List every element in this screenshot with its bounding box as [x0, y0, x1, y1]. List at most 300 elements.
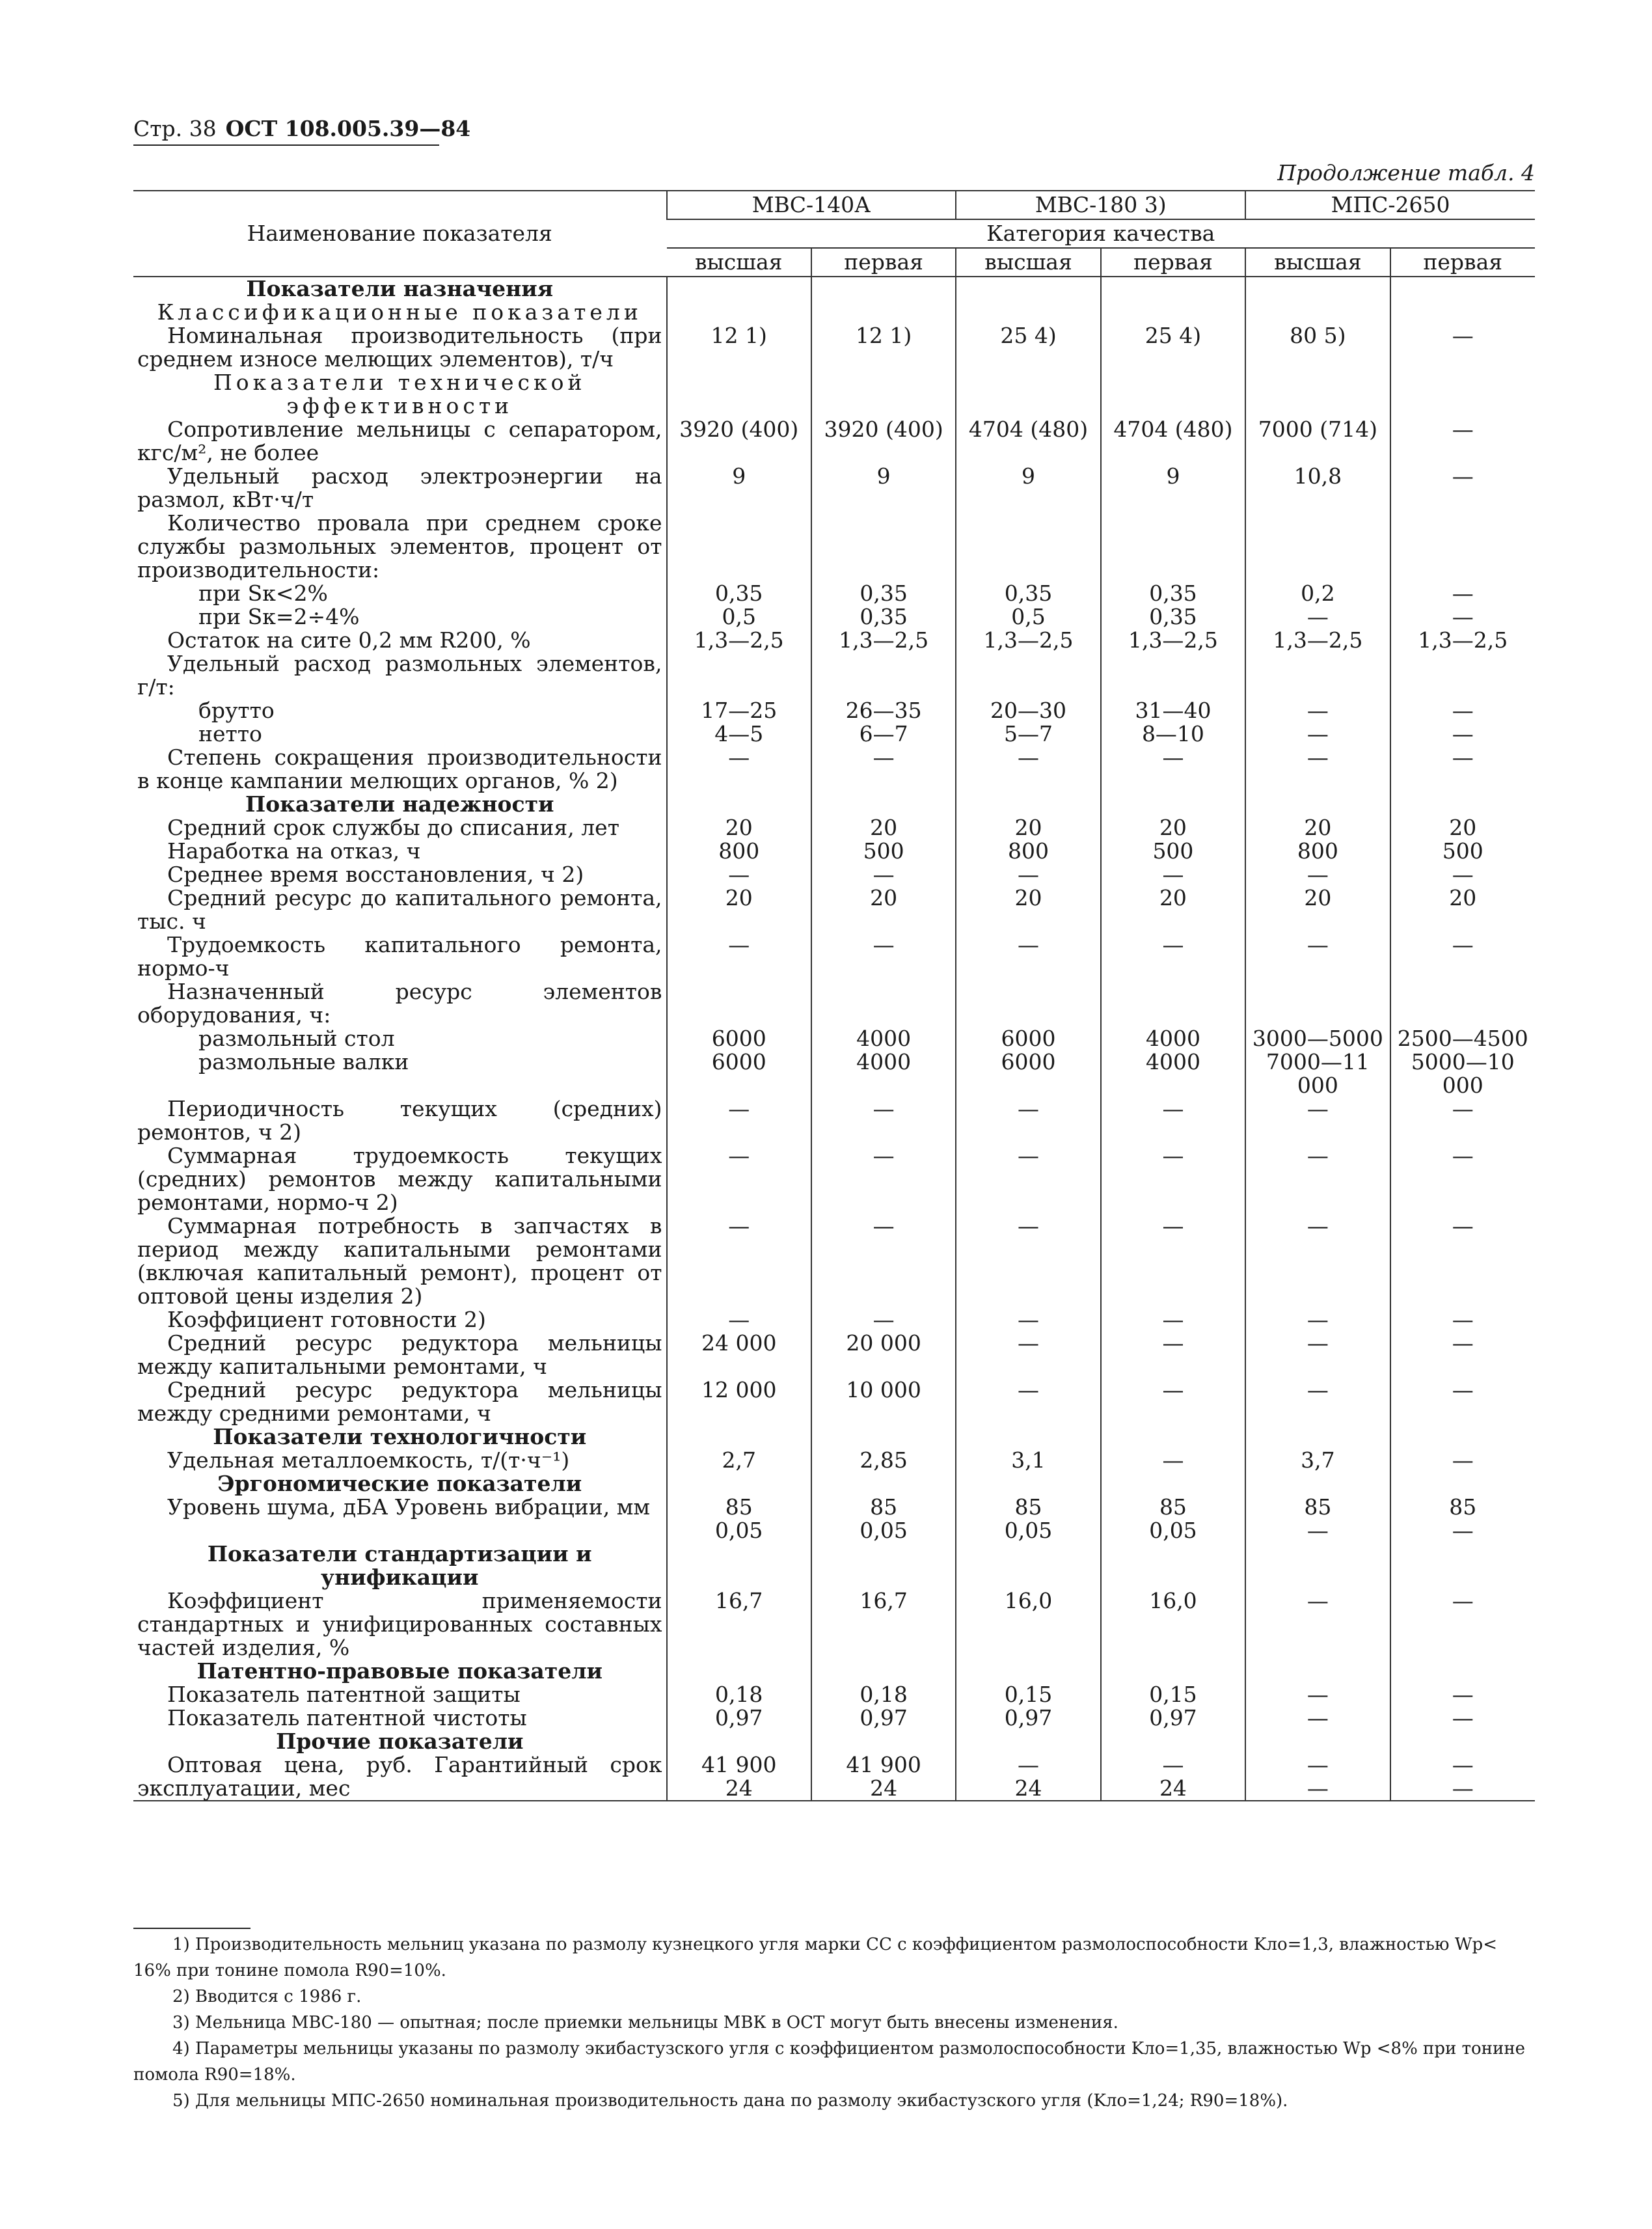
- indicator-value: 16,7: [667, 1589, 811, 1660]
- standard-code: ОСТ 108.005.39—84: [225, 116, 471, 141]
- section-heading: Патентно-правовые показатели: [196, 1658, 603, 1684]
- indicator-value: — 24: [956, 1753, 1100, 1801]
- indicator-value: [667, 652, 811, 699]
- indicator-value: 0,97: [1101, 1706, 1245, 1730]
- indicator-name: Остаток на сите 0,2 мм R200, %: [167, 627, 531, 653]
- indicator-value: 1,3—2,5: [1101, 629, 1245, 652]
- indicator-name: Удельная металлоемкость, т/(т·ч⁻¹): [167, 1447, 570, 1473]
- indicator-value: [1101, 793, 1245, 816]
- indicator-value: 0,35 0,5: [956, 582, 1100, 629]
- indicator-name: размольный стол размольные валки: [198, 1026, 409, 1074]
- indicator-value: —: [1101, 933, 1245, 980]
- indicator-value: — —: [1390, 1753, 1535, 1801]
- section-heading: Прочие показатели: [276, 1729, 524, 1754]
- indicator-value: 16,0: [1101, 1589, 1245, 1660]
- table-row: [133, 1753, 1535, 1801]
- indicator-name: при Sк<2% при Sк=2÷4%: [198, 581, 360, 629]
- section-heading: Показатели назначения: [246, 276, 554, 301]
- subsection-heading: Классификационные показатели: [157, 299, 642, 325]
- table-row: [133, 886, 1535, 933]
- indicator-value: —: [1245, 1706, 1390, 1730]
- table-row: [133, 465, 1535, 512]
- indicator-value: —: [667, 933, 811, 980]
- indicator-value: 0,97: [667, 1706, 811, 1730]
- table-row: [133, 1706, 1535, 1730]
- indicator-value: 6000 6000: [667, 1027, 811, 1097]
- indicator-value: —: [1245, 1308, 1390, 1332]
- indicator-value: 20: [811, 816, 956, 840]
- indicator-value: [1245, 1542, 1390, 1589]
- indicator-value: [1390, 1660, 1535, 1683]
- indicator-value: 17—25 4—5: [667, 699, 811, 746]
- table-row: [133, 933, 1535, 980]
- table-row: [133, 980, 1535, 1027]
- table-row: [133, 1144, 1535, 1214]
- indicator-value: —: [1390, 1097, 1535, 1144]
- table-row: [133, 793, 1535, 816]
- indicator-value: [667, 1542, 811, 1589]
- indicator-value: [956, 793, 1100, 816]
- table-row: [133, 652, 1535, 699]
- mill-header: МВС-140А: [667, 191, 956, 219]
- indicator-value: [1245, 371, 1390, 418]
- indicator-value: [1245, 652, 1390, 699]
- indicator-value: 24 000: [667, 1332, 811, 1378]
- footnote: 3) Мельница МВС-180 — опытная; после приемки мельницы МВК в ОСТ могут быть внесены изменения.: [172, 2013, 1118, 2032]
- indicator-value: —: [811, 1144, 956, 1214]
- indicator-value: [1101, 980, 1245, 1027]
- indicator-name: Трудоемкость капитального ремонта, нормо-ч: [137, 932, 662, 981]
- indicator-value: 0,15: [956, 1683, 1100, 1706]
- indicator-value: —: [1245, 863, 1390, 886]
- indicator-value: [956, 1472, 1100, 1496]
- indicator-value: 41 900 24: [811, 1753, 956, 1801]
- indicator-value: —: [1245, 1214, 1390, 1308]
- indicator-value: 0,97: [811, 1706, 956, 1730]
- indicator-value: —: [1390, 1683, 1535, 1706]
- indicator-value: [956, 371, 1100, 418]
- indicator-value: — —: [1390, 699, 1535, 746]
- indicator-value: [1390, 277, 1535, 301]
- footnote: 1) Производительность мельниц указана по размолу кузнецкого угля марки СС с коэффициентом размолоспособности Kло=1,3, влажностью Wр< 16% при тонине помола R90=10%.: [133, 1935, 1497, 1980]
- indicator-value: [667, 980, 811, 1027]
- table-row: [133, 746, 1535, 793]
- indicator-value: 10,8: [1245, 465, 1390, 512]
- footnote: 4) Параметры мельницы указаны по размолу экибастузского угля с коэффициентом размолоспособности Kло=1,35, влажностью Wр <8% при тонине помола R90=18%.: [133, 2039, 1526, 2085]
- indicator-name: брутто нетто: [198, 698, 275, 746]
- indicator-value: — 24: [1101, 1753, 1245, 1801]
- table-row: [133, 629, 1535, 652]
- indicator-value: —: [811, 1097, 956, 1144]
- indicator-value: [1390, 652, 1535, 699]
- table-row: [133, 1332, 1535, 1378]
- indicator-value: —: [956, 1378, 1100, 1425]
- indicator-value: [956, 1542, 1100, 1589]
- indicator-value: 12 1): [811, 324, 956, 371]
- indicator-name: Удельный расход электроэнергии на размол, кВт·ч/т: [137, 463, 662, 512]
- indicator-value: —: [667, 1144, 811, 1214]
- indicator-value: 20: [1390, 816, 1535, 840]
- category-header: высшая: [956, 248, 1100, 277]
- indicator-value: [667, 371, 811, 418]
- table-row: [133, 324, 1535, 371]
- indicator-value: 3,7: [1245, 1449, 1390, 1472]
- indicator-value: — —: [1245, 1753, 1390, 1801]
- indicator-value: 4000 4000: [1101, 1027, 1245, 1097]
- indicator-value: [1390, 793, 1535, 816]
- footnote-rule: [133, 1928, 251, 1929]
- indicator-value: —: [811, 1214, 956, 1308]
- indicator-name: Степень сокращения производительности в конце кампании мелющих органов, % 2): [137, 745, 662, 793]
- indicator-value: 800: [956, 840, 1100, 863]
- indicator-value: —: [1101, 1449, 1245, 1472]
- indicator-name: Показатель патентной чистоты: [167, 1705, 527, 1730]
- indicator-value: 0,2 —: [1245, 582, 1390, 629]
- indicator-value: —: [1101, 1308, 1245, 1332]
- indicator-value: [667, 277, 811, 301]
- indicator-value: 31—40 8—10: [1101, 699, 1245, 746]
- indicator-value: 3920 (400): [811, 418, 956, 465]
- indicator-value: —: [667, 1308, 811, 1332]
- mill-header: МПС-2650: [1245, 191, 1535, 219]
- indicator-value: [1245, 277, 1390, 301]
- indicator-value: [1390, 980, 1535, 1027]
- indicator-value: —: [956, 863, 1100, 886]
- indicator-value: [1101, 1425, 1245, 1449]
- indicator-value: 80 5): [1245, 324, 1390, 371]
- indicator-value: 16,0: [956, 1589, 1100, 1660]
- indicator-value: 85 0,05: [956, 1496, 1100, 1542]
- indicator-value: 20: [811, 886, 956, 933]
- indicator-value: [667, 1425, 811, 1449]
- indicator-name: Средний срок службы до списания, лет: [167, 815, 619, 840]
- indicator-value: [1101, 1730, 1245, 1753]
- indicator-value: 2500—4500 5000—10 000: [1390, 1027, 1535, 1097]
- indicator-value: —: [1390, 1214, 1535, 1308]
- indicator-value: [956, 277, 1100, 301]
- indicator-value: [1245, 301, 1390, 324]
- indicator-value: —: [1101, 1332, 1245, 1378]
- indicator-value: 20: [1101, 886, 1245, 933]
- indicator-value: [1390, 1425, 1535, 1449]
- indicator-value: —: [1245, 746, 1390, 793]
- indicator-value: —: [956, 746, 1100, 793]
- indicator-value: [811, 1425, 956, 1449]
- indicator-value: [811, 277, 956, 301]
- indicator-value: 20—30 5—7: [956, 699, 1100, 746]
- indicator-value: —: [956, 933, 1100, 980]
- table-row: [133, 1730, 1535, 1753]
- indicator-value: —: [1390, 465, 1535, 512]
- table-row: [133, 1214, 1535, 1308]
- category-header: первая: [1101, 248, 1245, 277]
- table-row: [133, 512, 1535, 582]
- indicator-value: —: [956, 1308, 1100, 1332]
- indicator-value: [1245, 1730, 1390, 1753]
- indicator-value: 41 900 24: [667, 1753, 811, 1801]
- indicator-value: 1,3—2,5: [956, 629, 1100, 652]
- table-row: [133, 1378, 1535, 1425]
- table-row: [133, 1097, 1535, 1144]
- indicator-name: Показатель патентной защиты: [167, 1682, 521, 1707]
- category-header: первая: [1390, 248, 1535, 277]
- name-column-header: Наименование показателя: [133, 191, 667, 277]
- indicator-name: Наработка на отказ, ч: [167, 838, 421, 864]
- indicator-value: [1245, 1425, 1390, 1449]
- indicator-value: —: [1390, 1332, 1535, 1378]
- indicator-value: 0,35 0,35: [1101, 582, 1245, 629]
- indicator-value: 85 0,05: [667, 1496, 811, 1542]
- table-row: [133, 1027, 1535, 1097]
- indicator-value: 16,7: [811, 1589, 956, 1660]
- indicator-value: [1390, 1472, 1535, 1496]
- indicator-value: —: [1245, 1589, 1390, 1660]
- table-row: [133, 1472, 1535, 1496]
- subsection-heading: Показатели технической эффективности: [213, 370, 586, 418]
- indicator-value: 500: [811, 840, 956, 863]
- indicator-value: —: [1390, 1706, 1535, 1730]
- indicator-value: 3,1: [956, 1449, 1100, 1472]
- indicator-value: —: [956, 1214, 1100, 1308]
- indicator-value: 7000 (714): [1245, 418, 1390, 465]
- indicator-name: Суммарная трудоемкость текущих (средних) ремонтов между капитальными ремонтами, нормо-ч 2): [137, 1143, 662, 1215]
- table-row: [133, 371, 1535, 418]
- indicator-value: 85 —: [1245, 1496, 1390, 1542]
- indicator-value: [1101, 1660, 1245, 1683]
- indicator-value: 20: [667, 886, 811, 933]
- mill-header: МВС-180 3): [956, 191, 1245, 219]
- indicator-name: Средний ресурс редуктора мельницы между капитальными ремонтами, ч: [137, 1330, 662, 1379]
- indicator-value: —: [667, 746, 811, 793]
- indicator-value: [1101, 652, 1245, 699]
- category-header: первая: [811, 248, 956, 277]
- indicator-value: 2,85: [811, 1449, 956, 1472]
- indicator-value: —: [1390, 1449, 1535, 1472]
- indicator-value: [1390, 371, 1535, 418]
- indicator-value: 500: [1101, 840, 1245, 863]
- indicator-value: [1101, 277, 1245, 301]
- indicator-value: [956, 1425, 1100, 1449]
- indicator-value: 12 000: [667, 1378, 811, 1425]
- indicator-name: Оптовая цена, руб. Гарантийный срок эксплуатации, мес: [133, 1753, 667, 1801]
- indicator-value: 25 4): [956, 324, 1100, 371]
- indicator-value: 1,3—2,5: [811, 629, 956, 652]
- indicator-name: Средний ресурс до капитального ремонта, тыс. ч: [137, 885, 662, 934]
- table-row: [133, 1683, 1535, 1706]
- indicator-value: [956, 652, 1100, 699]
- indicator-value: [1245, 1660, 1390, 1683]
- table-row: [133, 840, 1535, 863]
- indicator-value: —: [1101, 1144, 1245, 1214]
- indicator-value: 20: [1245, 886, 1390, 933]
- indicator-value: [811, 1542, 956, 1589]
- indicator-name: Суммарная потребность в запчастях в период между капитальными ремонтами (включая капитальный ремонт), процент от оптовой цены изделия 2): [137, 1213, 662, 1309]
- footnote: 5) Для мельницы МПС-2650 номинальная производительность дана по размолу экибастузского угля (Kло=1,24; R90=18%).: [172, 2091, 1288, 2111]
- indicator-value: 25 4): [1101, 324, 1245, 371]
- table-row: [133, 418, 1535, 465]
- indicator-value: —: [1390, 1308, 1535, 1332]
- indicator-value: 2,7: [667, 1449, 811, 1472]
- table-row: [133, 1542, 1535, 1589]
- header-rule: [133, 144, 439, 146]
- table-row: [133, 1449, 1535, 1472]
- table-row: [133, 699, 1535, 746]
- indicator-value: 85 0,05: [1101, 1496, 1245, 1542]
- indicator-value: [1390, 301, 1535, 324]
- indicator-value: —: [1245, 1097, 1390, 1144]
- indicator-value: —: [1245, 1378, 1390, 1425]
- indicator-value: [956, 1730, 1100, 1753]
- indicator-value: —: [1390, 746, 1535, 793]
- indicator-value: [811, 652, 956, 699]
- indicator-value: 4000 4000: [811, 1027, 956, 1097]
- indicator-value: 4704 (480): [1101, 418, 1245, 465]
- indicator-value: [1390, 512, 1535, 582]
- indicator-value: 26—35 6—7: [811, 699, 956, 746]
- table-row: [133, 1660, 1535, 1683]
- indicator-value: — —: [1390, 582, 1535, 629]
- section-heading: Показатели стандартизации и унификации: [207, 1541, 592, 1590]
- indicator-value: —: [811, 933, 956, 980]
- indicator-value: [1390, 1730, 1535, 1753]
- indicator-value: —: [811, 863, 956, 886]
- indicator-value: [956, 512, 1100, 582]
- indicator-value: —: [1101, 1097, 1245, 1144]
- indicator-value: —: [956, 1144, 1100, 1214]
- indicator-value: —: [1101, 1378, 1245, 1425]
- indicator-name: Периодичность текущих (средних) ремонтов, ч 2): [137, 1096, 662, 1145]
- indicator-value: —: [667, 1097, 811, 1144]
- indicator-value: [667, 1730, 811, 1753]
- indicator-value: —: [667, 863, 811, 886]
- indicator-value: [1245, 980, 1390, 1027]
- indicator-value: [811, 371, 956, 418]
- indicator-value: 0,15: [1101, 1683, 1245, 1706]
- indicator-value: 800: [1245, 840, 1390, 863]
- indicator-value: 9: [811, 465, 956, 512]
- indicator-value: 12 1): [667, 324, 811, 371]
- indicator-value: 9: [956, 465, 1100, 512]
- indicator-value: 4704 (480): [956, 418, 1100, 465]
- indicator-value: —: [811, 1308, 956, 1332]
- section-heading: Показатели надежности: [245, 791, 554, 817]
- indicator-value: —: [1245, 933, 1390, 980]
- indicator-value: —: [1390, 1378, 1535, 1425]
- indicator-value: 20: [956, 886, 1100, 933]
- indicator-value: —: [1390, 324, 1535, 371]
- indicator-name: Коэффициент готовности 2): [167, 1307, 486, 1332]
- indicator-value: 1,3—2,5: [1390, 629, 1535, 652]
- indicator-value: [667, 512, 811, 582]
- indicator-value: —: [1390, 418, 1535, 465]
- indicator-value: 20: [956, 816, 1100, 840]
- indicator-value: 20: [1390, 886, 1535, 933]
- page-header: [133, 116, 470, 141]
- indicator-value: 0,97: [956, 1706, 1100, 1730]
- indicator-value: 3920 (400): [667, 418, 811, 465]
- section-heading: Показатели технологичности: [213, 1424, 587, 1449]
- indicator-value: —: [1245, 1332, 1390, 1378]
- indicator-value: —: [1390, 863, 1535, 886]
- indicator-value: 9: [1101, 465, 1245, 512]
- indicator-value: [1101, 1472, 1245, 1496]
- indicator-name: Количество провала при среднем сроке службы размольных элементов, процент от производительности:: [137, 510, 662, 582]
- indicator-value: 20: [1101, 816, 1245, 840]
- indicator-value: 10 000: [811, 1378, 956, 1425]
- section-heading: Эргономические показатели: [217, 1471, 582, 1496]
- indicator-value: 85 0,05: [811, 1496, 956, 1542]
- indicator-value: 85 —: [1390, 1496, 1535, 1542]
- indicator-value: [811, 1472, 956, 1496]
- footnote: 2) Вводится с 1986 г.: [172, 1987, 362, 2006]
- indicator-value: [956, 1660, 1100, 1683]
- indicator-value: [956, 980, 1100, 1027]
- indicator-name: Средний ресурс редуктора мельницы между средними ремонтами, ч: [137, 1377, 662, 1426]
- indicator-value: 0,35 0,35: [811, 582, 956, 629]
- indicator-value: 20 000: [811, 1332, 956, 1378]
- indicators-table: [133, 190, 1535, 1801]
- indicator-value: [1101, 1542, 1245, 1589]
- indicator-value: [1245, 793, 1390, 816]
- table-row: [133, 1496, 1535, 1542]
- indicator-value: [1101, 371, 1245, 418]
- indicator-value: 9: [667, 465, 811, 512]
- indicator-value: — —: [1245, 699, 1390, 746]
- indicator-value: [1390, 1542, 1535, 1589]
- table-row: [133, 816, 1535, 840]
- table-row: [133, 1425, 1535, 1449]
- table-body: [133, 277, 1535, 1801]
- indicator-value: —: [956, 1332, 1100, 1378]
- indicator-name: Коэффициент применяемости стандартных и унифицированных составных частей изделия, %: [137, 1588, 662, 1660]
- page-number: Стр. 38: [133, 116, 217, 141]
- indicator-value: —: [1390, 1589, 1535, 1660]
- indicator-value: —: [1390, 1144, 1535, 1214]
- indicator-name: Сопротивление мельницы с сепаратором, кгс/м², не более: [137, 417, 662, 465]
- indicator-value: [811, 793, 956, 816]
- indicator-value: —: [1390, 933, 1535, 980]
- indicator-value: —: [1101, 1214, 1245, 1308]
- indicator-value: —: [1245, 1683, 1390, 1706]
- indicator-value: [1101, 512, 1245, 582]
- indicator-value: [667, 793, 811, 816]
- indicator-value: 500: [1390, 840, 1535, 863]
- indicator-value: 20: [1245, 816, 1390, 840]
- indicator-value: —: [667, 1214, 811, 1308]
- indicator-value: [667, 1660, 811, 1683]
- table-row: [133, 301, 1535, 324]
- indicator-name: Удельный расход размольных элементов, г/т:: [137, 651, 662, 700]
- indicator-name: Назначенный ресурс элементов оборудования, ч:: [137, 979, 662, 1028]
- table-row: [133, 1308, 1535, 1332]
- indicator-value: [667, 301, 811, 324]
- indicator-value: [811, 512, 956, 582]
- indicator-value: [811, 1660, 956, 1683]
- category-header: высшая: [1245, 248, 1390, 277]
- indicator-value: 20: [667, 816, 811, 840]
- indicator-value: 800: [667, 840, 811, 863]
- category-header: высшая: [667, 248, 811, 277]
- indicator-value: 3000—5000 7000—11 000: [1245, 1027, 1390, 1097]
- indicator-value: 1,3—2,5: [1245, 629, 1390, 652]
- indicator-value: —: [811, 746, 956, 793]
- indicator-value: 0,18: [667, 1683, 811, 1706]
- indicator-value: [1101, 301, 1245, 324]
- indicator-value: 1,3—2,5: [667, 629, 811, 652]
- indicator-value: [811, 1730, 956, 1753]
- indicator-value: [1245, 512, 1390, 582]
- indicator-value: —: [1101, 863, 1245, 886]
